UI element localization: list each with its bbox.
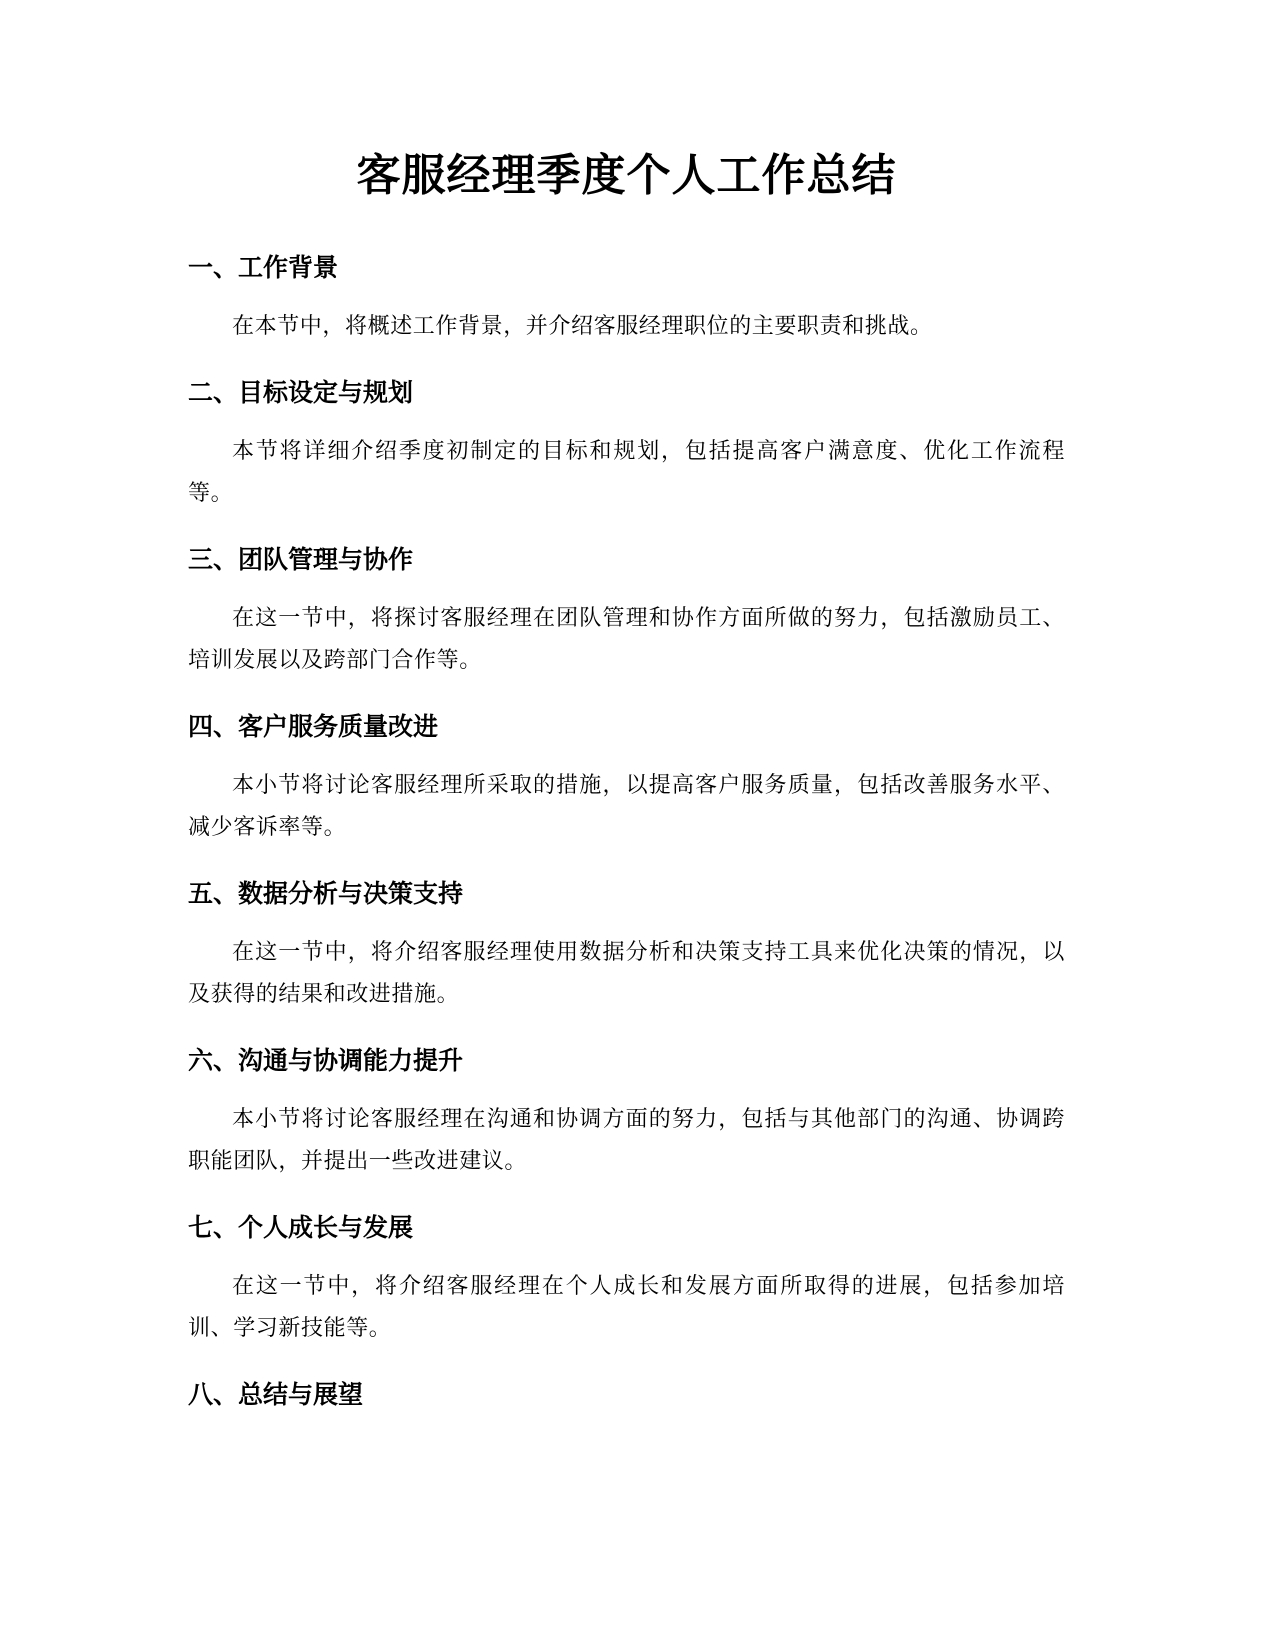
section-paragraph: 在本节中，将概述工作背景，并介绍客服经理职位的主要职责和挑战。 (232, 314, 933, 339)
section-heading: 四、客户服务质量改进 (188, 712, 439, 741)
section-data-analysis (188, 876, 1065, 1016)
section-heading: 七、个人成长与发展 (188, 1213, 414, 1242)
section-paragraph: 在这一节中，将介绍客服经理在个人成长和发展方面所取得的进展，包括参加培训、学习新技能等。 (188, 1274, 1065, 1341)
section-heading: 五、数据分析与决策支持 (188, 879, 464, 908)
section-paragraph: 在这一节中，将介绍客服经理使用数据分析和决策支持工具来优化决策的情况，以及获得的结果和改进措施。 (188, 940, 1065, 1007)
section-communication (188, 1043, 1065, 1183)
section-summary-outlook (188, 1377, 1065, 1413)
section-heading: 八、总结与展望 (188, 1380, 364, 1409)
section-paragraph: 本小节将讨论客服经理在沟通和协调方面的努力，包括与其他部门的沟通、协调跨职能团队，并提出一些改进建议。 (188, 1107, 1065, 1174)
section-paragraph: 在这一节中，将探讨客服经理在团队管理和协作方面所做的努力，包括激励员工、培训发展以及跨部门合作等。 (188, 606, 1065, 673)
section-team-management (188, 542, 1065, 682)
section-goals-planning (188, 375, 1065, 515)
section-heading: 六、沟通与协调能力提升 (188, 1046, 464, 1075)
section-paragraph: 本小节将讨论客服经理所采取的措施，以提高客户服务质量，包括改善服务水平、减少客诉率等。 (188, 773, 1065, 840)
section-heading: 二、目标设定与规划 (188, 378, 414, 407)
section-work-background (188, 250, 1065, 348)
section-heading: 三、团队管理与协作 (188, 545, 414, 574)
section-service-quality (188, 709, 1065, 849)
document-title: 客服经理季度个人工作总结 (356, 150, 897, 201)
section-personal-growth (188, 1210, 1065, 1350)
section-paragraph: 本节将详细介绍季度初制定的目标和规划，包括提高客户满意度、优化工作流程等。 (188, 439, 1065, 506)
section-heading: 一、工作背景 (188, 253, 339, 282)
